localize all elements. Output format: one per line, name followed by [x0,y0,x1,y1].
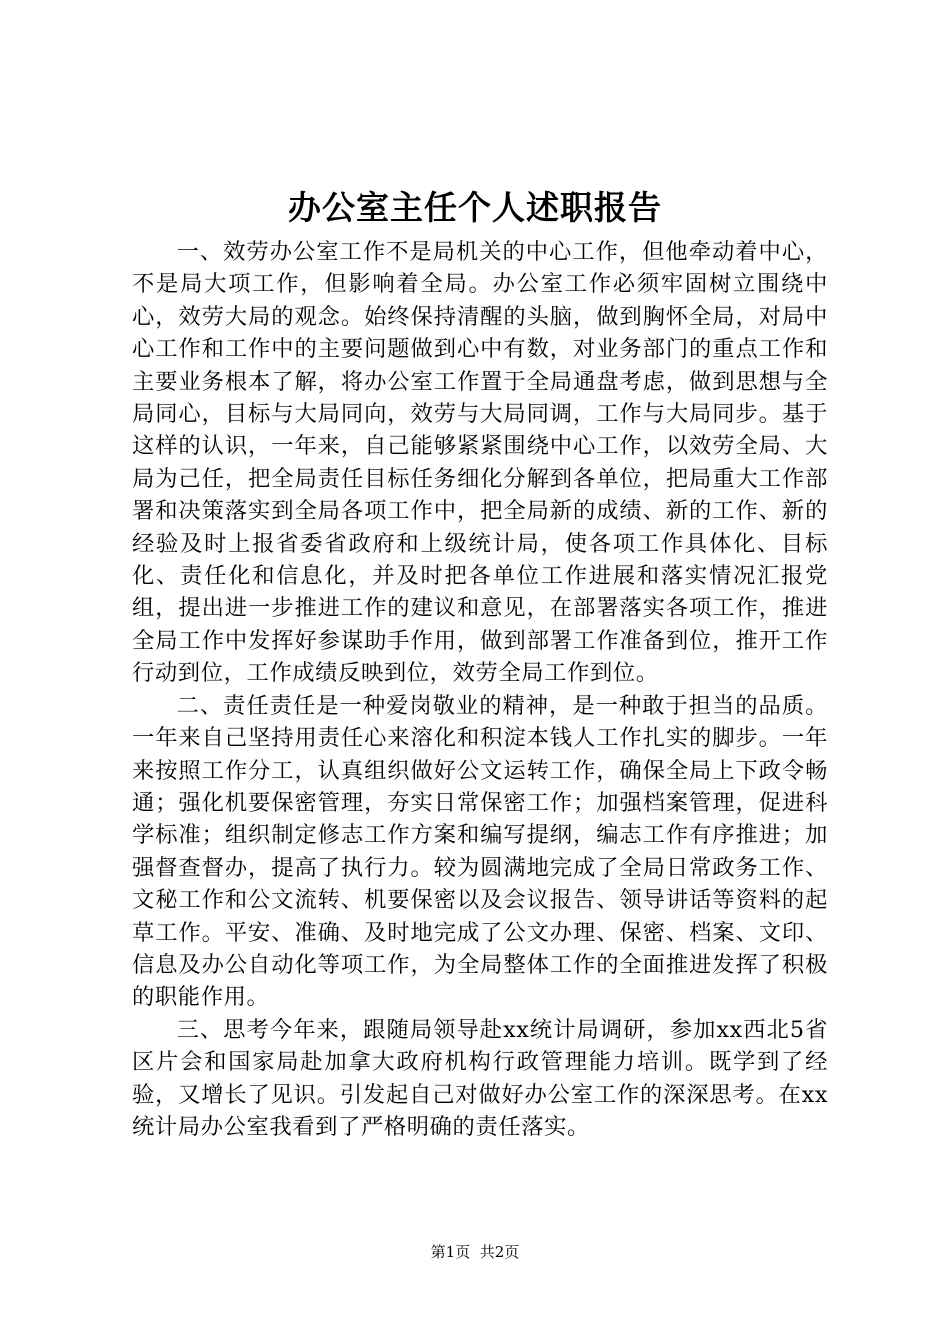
document-body [132,236,828,1143]
page-footer [0,1242,950,1262]
document-title: 办公室主任个人述职报告 [288,188,662,227]
paragraph-3: 三、思考今年来，跟随局领导赴xx统计局调研，参加xx西北5省区片会和国家局赴加拿大政府机构行政管理能力培训。既学到了经验，又增长了见识。引发起自己对做好办公室工作的深深思考。在xx统计局办公室我看到了严格明确的责任落实。 [132,1016,828,1140]
page-number: 第1页 [430,1243,471,1261]
paragraph-1: 一、效劳办公室工作不是局机关的中心工作，但他牵动着中心，不是局大项工作，但影响着全局。办公室工作必须牢固树立围绕中心，效劳大局的观念。始终保持清醒的头脑，做到胸怀全局，对局中心工作和工作中的主要问题做到心中有数，对业务部门的重点工作和主要业务根本了解，将办公室工作置于全局通盘考虑，做到思想与全局同心，目标与大局同向，效劳与大局同调，工作与大局同步。基于这样的认识，一年来，自己能够紧紧围绕中心工作，以效劳全局、大局为己任，把全局责任目标任务细化分解到各单位，把局重大工作部署和决策落实到全局各项工作中，把全局新的成绩、新的工作、新的经验及时上报省委省政府和上级统计局，使各项工作具体化、目标化、责任化和信息化，并及时把各单位工作进展和落实情况汇报党组，提出进一步推进工作的建议和意见，在部署落实各项工作，推进全局工作中发挥好参谋助手作用，做到部署工作准备到位，推开工作行动到位，工作成绩反映到位，效劳全局工作到位。 [132,239,828,687]
paragraph-2: 二、责任责任是一种爱岗敬业的精神，是一种敢于担当的品质。一年来自己坚持用责任心来溶化和积淀本钱人工作扎实的脚步。一年来按照工作分工，认真组织做好公文运转工作，确保全局上下政令畅通；强化机要保密管理，夯实日常保密工作；加强档案管理，促进科学标准；组织制定修志工作方案和编写提纲，编志工作有序推进；加强督查督办，提高了执行力。较为圆满地完成了全局日常政务工作、文秘工作和公文流转、机要保密以及会议报告、领导讲话等资料的起草工作。平安、准确、及时地完成了公文办理、保密、档案、文印、信息及办公自动化等项工作，为全局整体工作的全面推进发挥了积极的职能作用。 [132,692,828,1011]
page-total: 共2页 [479,1243,520,1261]
